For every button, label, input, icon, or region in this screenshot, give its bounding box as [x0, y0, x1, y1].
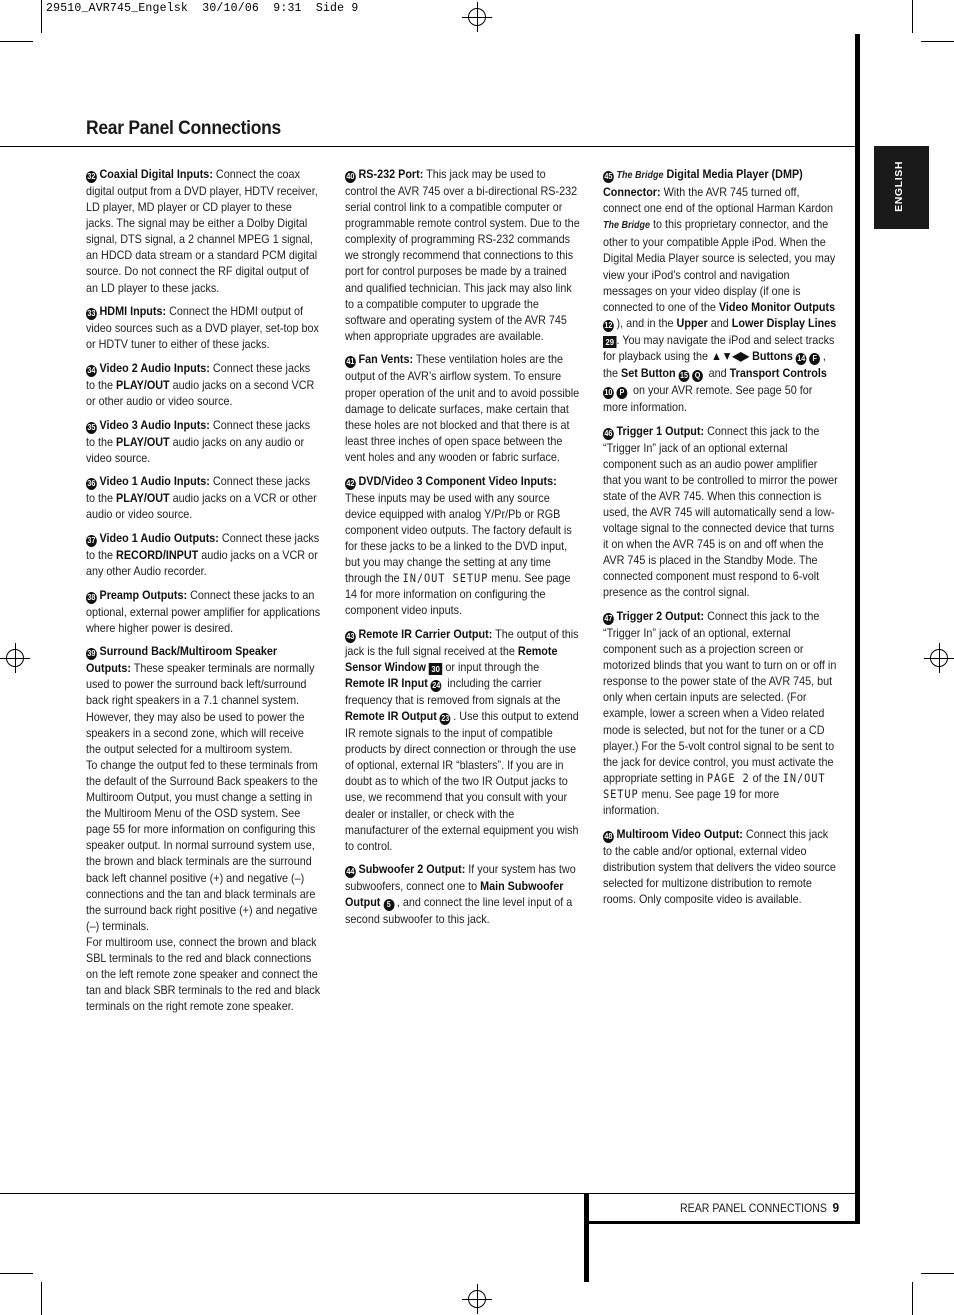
item-39-para-3: For multiroom use, connect the brown and black SBL terminals to the red and black connections on the left remote zone speaker and connect the tan and black SBR terminals to the red and black terminals on the right remote zone speaker. [86, 934, 321, 1014]
page-title: Rear Panel Connections [86, 118, 282, 139]
item-38: 38 Preamp Outputs: Connect these jacks to an optional, external power amplifier for applications where higher power is desired. [86, 587, 321, 635]
item-number: 39 [87, 649, 96, 659]
display-text: IN/OUT SETUP [402, 570, 489, 585]
crop-mark [0, 41, 33, 42]
registration-mark [462, 2, 492, 32]
item-number: 48 [604, 831, 613, 841]
item-45: 45 The Bridge Digital Media Player (DMP) Connector: With the AVR 745 turned off, connect one end of the optional Harman Kardon The Bridge to this proprietary connector, and the other to your compatible Apple iPod. When the Digital Media Player source is selected, you may view your iPod’s control and navigation messages on your video display (if one is connected to one of the Video Monitor Outputs 12 ), and in the Upper and Lower Display Lines 29 . You may navigate the iPod and select tracks for playback using the ▲▼◀▶ Buttons 14 F , the Set Button 15 Q and Transport Controls 10 P on your AVR remote. See page 50 for more information. [603, 167, 837, 414]
footer-rule [0, 1193, 858, 1194]
arrow-icons: ▲▼◀▶ [711, 348, 750, 363]
registration-mark [462, 1284, 492, 1314]
item-39-para-2: To change the output fed to these terminals from the default of the Surround Back speakers to the Multiroom Output, you must change a setting in the Multiroom Menu of the OSD system. See page 55 for more information on configuring this speaker output. In normal surround system use, the brown and black terminals are the surround back left channel positive (+) and negative (–) connections and the tan and black terminals are the surround back right positive (+) and negative (–) terminals. [86, 757, 318, 933]
item-number: 36 [87, 479, 96, 489]
ref-badge: 5 [383, 899, 394, 911]
item-number: 40 [346, 172, 355, 181]
crop-mark [921, 41, 954, 42]
ref-badge: 30 [429, 663, 443, 675]
item-number: 38 [87, 592, 96, 602]
registration-mark [0, 643, 30, 673]
crop-mark [912, 0, 913, 33]
bridge-logo: The Bridge [616, 170, 664, 181]
ref-badge: F [809, 353, 820, 365]
crop-mark [41, 1282, 42, 1315]
item-43: 43 Remote IR Carrier Output: The output of this jack is the full signal received at the Remote Sensor Window 30 or input through the Remote IR Input 24 including the carrier frequency that is removed from signals at the Remote IR Output 23 . Use this output to extend IR remote signals to the input of compatible products by direct connection or through the use of optional, external IR “blasters”. If you are in doubt as to which of the two IR Output jacks to use, we recommend that you consult with your dealer or installer, or check with the manufacturer of the external equipment you wish to control. [345, 626, 579, 853]
right-margin-bar [855, 34, 860, 1224]
ref-badge: P [617, 387, 628, 399]
item-48: 48 Multiroom Video Output: Connect this jack to the cable and/or optional, external video distribution system that delivers the video source selected for multizone distribution to remote rooms. Only composite video is available. [603, 826, 836, 906]
column-1 [86, 166, 321, 1022]
display-text: IN/OUT SETUP [603, 770, 826, 801]
item-number: 42 [346, 478, 355, 488]
item-number: 34 [87, 365, 96, 375]
crop-mark [0, 1273, 33, 1274]
item-number: 47 [604, 613, 613, 623]
footer-bar-horizontal [584, 1221, 859, 1224]
ref-badge: 23 [441, 714, 450, 724]
page-footer: REAR PANEL CONNECTIONS 9 [680, 1200, 840, 1215]
item-46: 46 Trigger 1 Output: Connect this jack to the “Trigger In” jack of an optional external component such as an audio power amplifier that you want to be controlled to mirror the power state of the AVR 745. When this connection is used, the AVR 745 will automatically send a low-voltage signal to the connected device that turns it on when the AVR 745 is on and off when the AVR 745 is placed in the Standby Mode. The connected component must respond to 6-volt presence as the control signal. [603, 423, 838, 600]
item-47: 47 Trigger 2 Output: Connect this jack to the “Trigger In” jack of an optional, external component such as a projection screen or motorized blinds that you want to turn on or off in response to the power state of the AVR 745, but only when certain inputs are selected. (For example, lower a screen when a Video related mode is selected, but not for the tuner or a CD player.) For the 5-volt control signal to be sent to the jack for device control, you must activate the appropriate setting in PAGE 2 of the IN/OUT SETUP menu. See page 19 for more information. [603, 608, 837, 817]
header-rule [0, 146, 858, 147]
item-number: 45 [604, 172, 613, 181]
item-42: 42 DVD/Video 3 Component Video Inputs: These inputs may be used with any source device equipped with analog Y/Pr/Pb or RGB component video outputs. The factory default is for these jacks to be a linked to the DVD input, but you may change the setting at any time through the IN/OUT SETUP menu. See page 14 for more information on configuring the component video inputs. [345, 473, 572, 618]
crop-mark [41, 0, 42, 33]
column-2 [345, 166, 580, 935]
ref-badge: 29 [603, 336, 617, 348]
ref-badge: 10 [604, 387, 613, 397]
item-39: 39 Surround Back/Multiroom Speaker Outputs: These speaker terminals are normally used to power the surround back left/surround back right speakers in a 7.1 channel system. However, they may also be used to power the speakers in a second zone, which will receive the output selected for a multiroom system. [86, 644, 315, 756]
footer-bar-vertical [584, 1194, 589, 1282]
item-number: 37 [87, 535, 96, 545]
item-37: 37 Video 1 Audio Outputs: Connect these jacks to the RECORD/INPUT audio jacks on a VCR or any other Audio recorder. [86, 530, 320, 578]
language-tab: ENGLISH [874, 146, 929, 229]
column-3 [603, 166, 838, 914]
item-40: 40 RS-232 Port: This jack may be used to control the AVR 745 over a bi-directional RS-232 serial control link to a compatible computer or programmable remote control system. Due to the complexity of programming RS-232 commands we strongly recommend that connections to this port for control purposes be made by a trained and qualified technician. This jack may also link to a compatible computer to upgrade the software and operating system of the AVR 745 when appropriate upgrades are available. [345, 167, 580, 343]
bridge-logo: The Bridge [603, 220, 651, 232]
ref-badge: 14 [797, 353, 806, 363]
item-number: 46 [604, 428, 613, 438]
print-slug: 29510_AVR745_Engelsk 30/10/06 9:31 Side 9 [46, 2, 359, 15]
item-33: 33 HDMI Inputs: Connect the HDMI output of video sources such as a DVD player, set-top box or HDTV tuner to either of these jacks. [86, 304, 319, 352]
display-text: PAGE 2 [706, 770, 750, 785]
item-32: 32 Coaxial Digital Inputs: Connect the coax digital output from a DVD player, HDTV receiver, LD player, MD player or CD player to these jacks. The signal may be either a Dolby Digital signal, DTS signal, a 2 channel MPEG 1 signal, an HDCD data stream or a standard PCM digital source. Do not connect the RF digital output of an LD player to these jacks. [86, 167, 318, 295]
ref-badge: 24 [432, 680, 441, 690]
item-number: 44 [346, 867, 355, 877]
item-number: 41 [346, 357, 355, 367]
item-44: 44 Subwoofer 2 Output: If your system has two subwoofers, connect one to Main Subwoofer Output 5 , and connect the line level input of a second subwoofer to this jack. [345, 862, 576, 927]
item-number: 33 [87, 309, 96, 319]
item-34: 34 Video 2 Audio Inputs: Connect these jacks to the PLAY/OUT audio jacks on a second VCR or other audio or video source. [86, 360, 315, 408]
ref-badge: 12 [604, 320, 613, 330]
item-number: 32 [87, 172, 96, 181]
item-number: 43 [346, 631, 355, 641]
item-41: 41 Fan Vents: These ventilation holes are the output of the AVR’s airflow system. To ensure proper operation of the unit and to avoid possible damage to delicate surfaces, make certain that these holes are not blocked and that there is at least three inches of open space between the vent holes and any wooden or fabric surface. [345, 352, 580, 464]
crop-mark [912, 1282, 913, 1315]
page-number: 9 [832, 1200, 840, 1215]
item-number: 35 [87, 422, 96, 432]
item-35: 35 Video 3 Audio Inputs: Connect these jacks to the PLAY/OUT audio jacks on any audio or video source. [86, 417, 311, 465]
crop-mark [921, 1273, 954, 1274]
registration-mark [924, 643, 954, 673]
item-36: 36 Video 1 Audio Inputs: Connect these jacks to the PLAY/OUT audio jacks on a VCR or other audio or video source. [86, 474, 317, 522]
ref-badge: Q [692, 370, 703, 382]
ref-badge: 15 [680, 370, 689, 380]
